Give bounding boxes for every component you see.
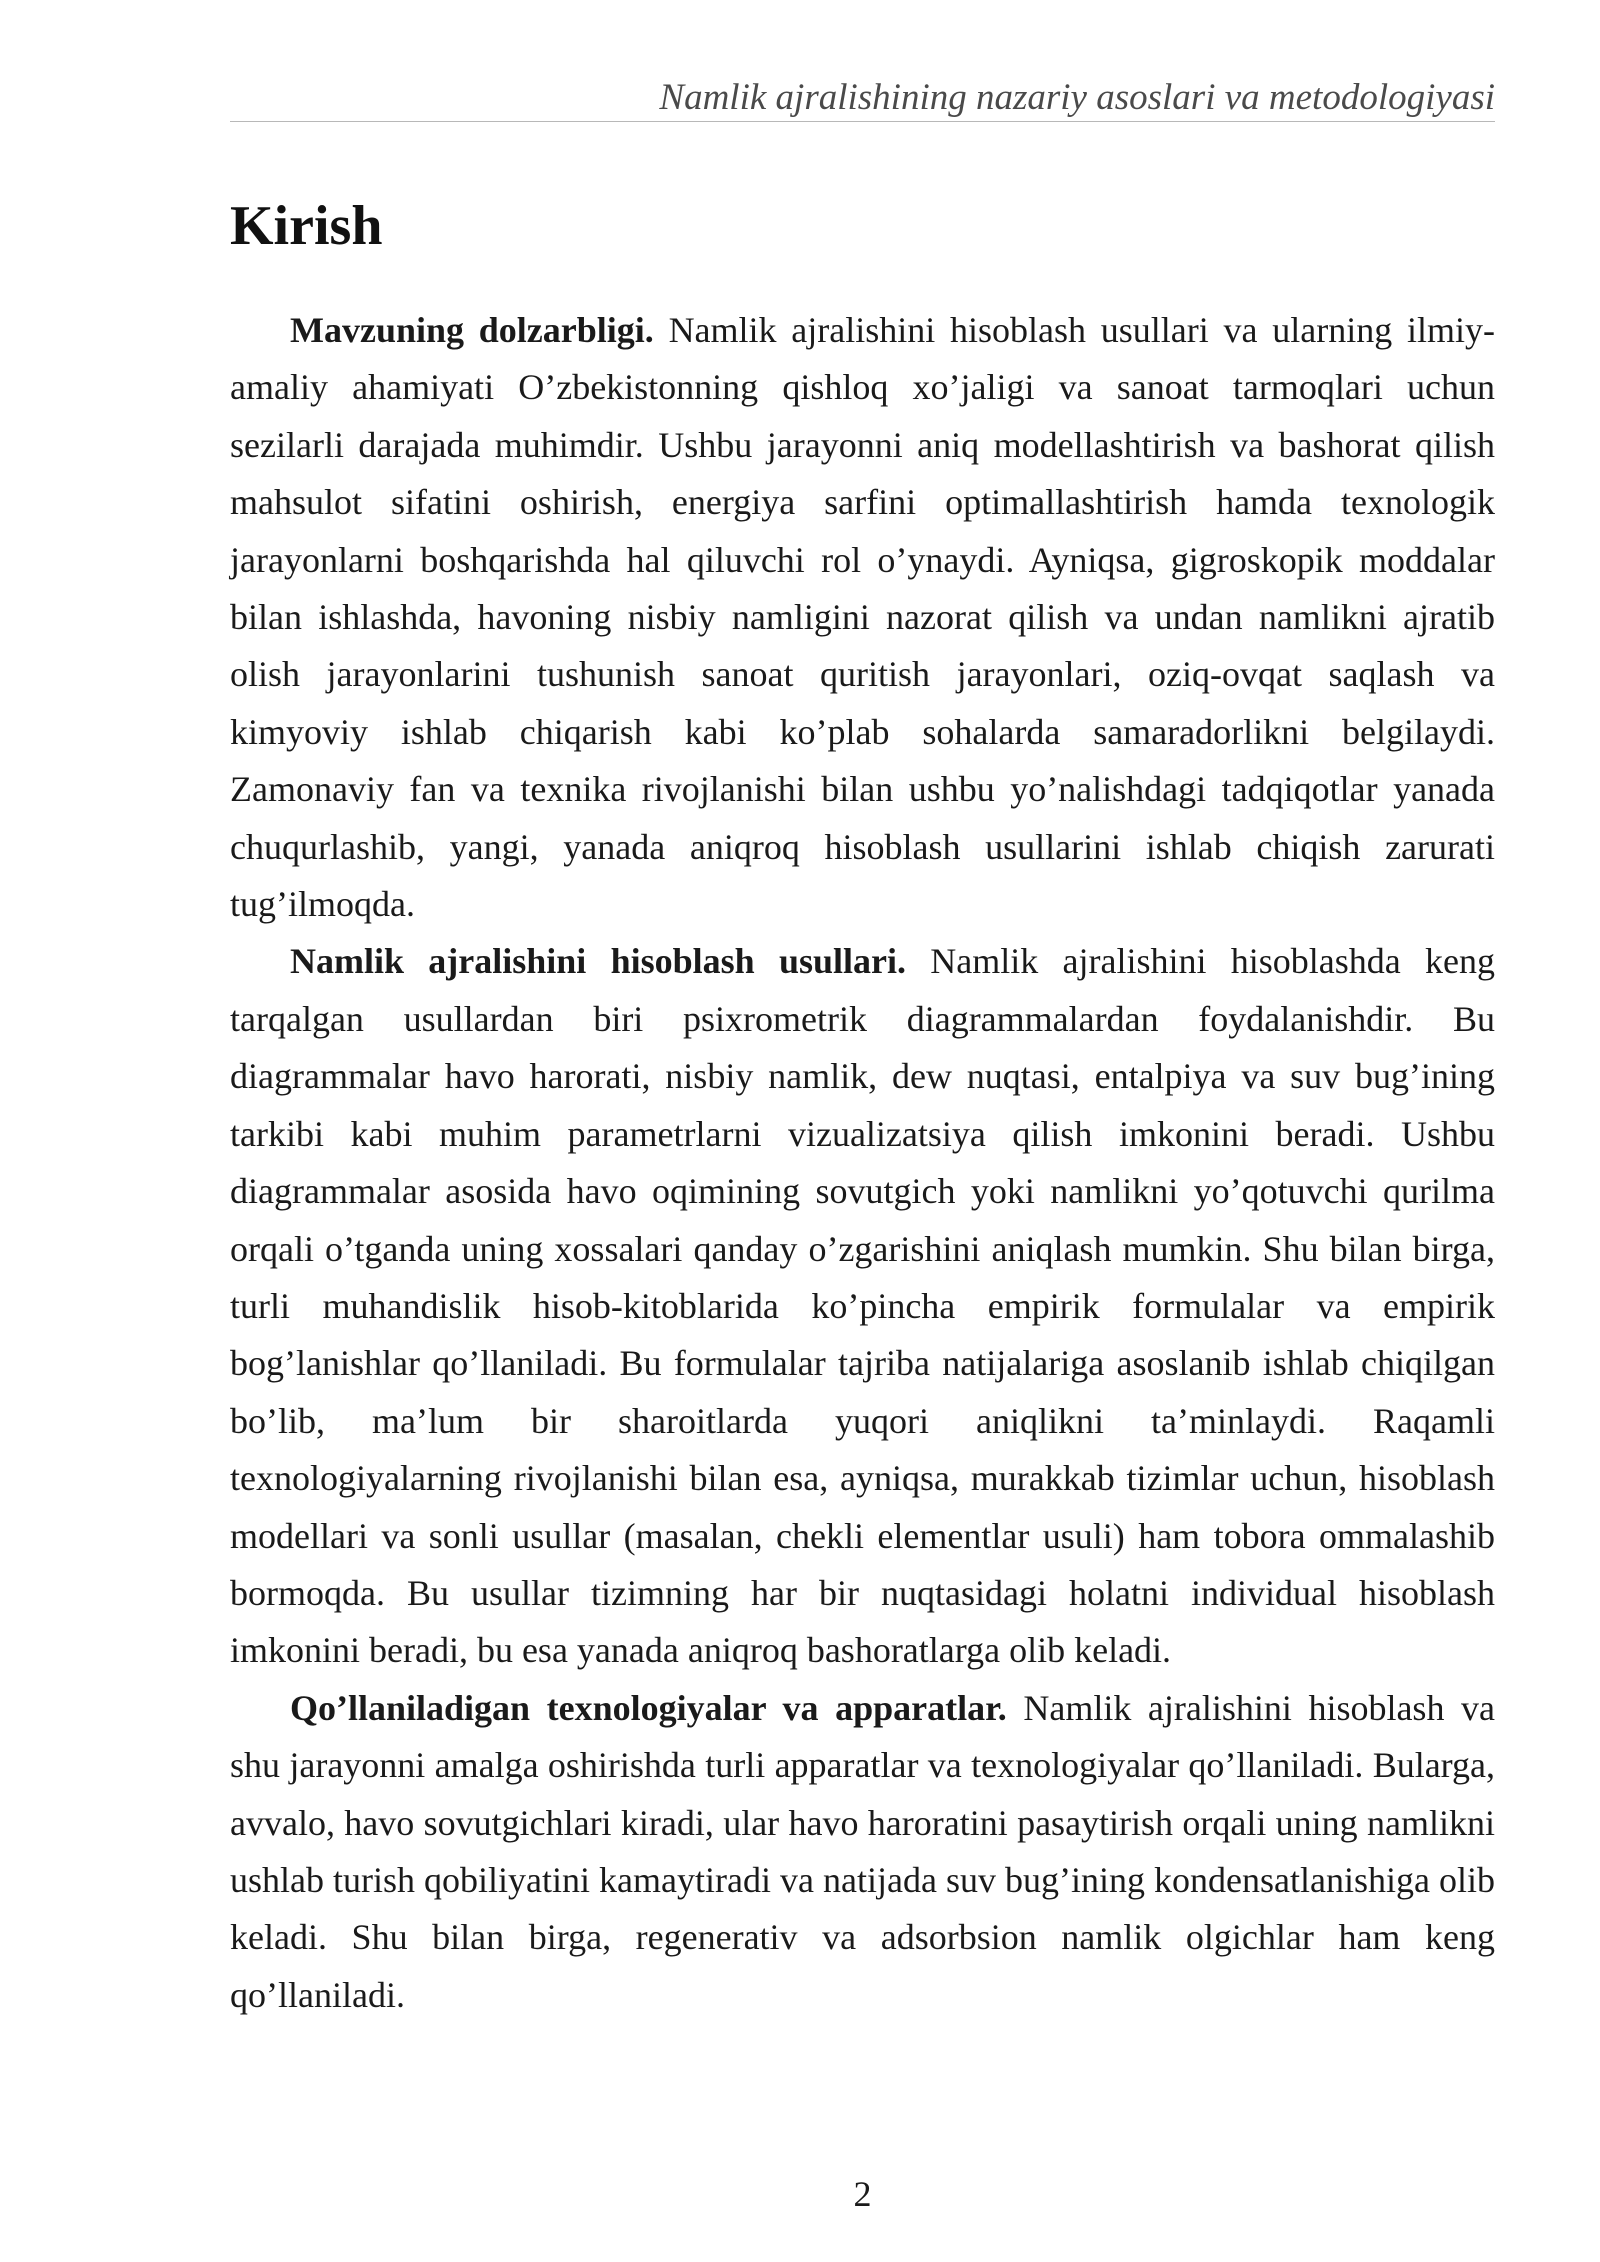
running-header: Namlik ajralishining nazariy asoslari va metodologiyasi [659,77,1495,118]
document-page [230,0,1495,2262]
paragraph-relevance [230,302,1495,933]
paragraph-calculation-methods [230,933,1495,1679]
paragraph-body: Namlik ajralishini hisoblashda keng tarqalgan usullardan biri psixrometrik diagrammalardan foydalanishdir. Bu diagrammalar havo harorati, nisbiy namlik, dew nuqtasi, entalpiya va suv bug’ining tarkibi kabi muhim parametrlarni vizualizatsiya qilish imkonini beradi. Ushbu diagrammalar asosida havo oqimining sovutgich yoki namlikni yo’qotuvchi qurilma orqali o’tganda uning xossalari qanday o’zgarishini aniqlash mumkin. Shu bilan birga, turli muhandislik hisob-kitoblarida ko’pincha empirik formulalar va empirik bog’lanishlar qo’llaniladi. Bu formulalar tajriba natijalariga asoslanib ishlab chiqilgan bo’lib, ma’lum bir sharoitlarda yuqori aniqlikni ta’minlaydi. Raqamli texnologiyalarning rivojlanishi bilan esa, ayniqsa, murakkab tizimlar uchun, hisoblash modellari va sonli usullar (masalan, chekli elementlar usuli) ham tobora ommalashib bormoqda. Bu usullar tizimning har bir nuqtasidagi holatni individual hisoblash imkonini beradi, bu esa yanada aniqroq bashoratlarga olib keladi. [230,941,1496,1671]
paragraph-lead: Qo’llaniladigan texnologiyalar va apparatlar. [290,1687,1007,1728]
paragraph-lead: Namlik ajralishini hisoblash usullari. [290,941,906,982]
paragraph-lead: Mavzuning dolzarbligi. [290,310,654,350]
paragraph-body: Namlik ajralishini hisoblash usullari va ularning ilmiy-amaliy ahamiyati O’zbekistonning qishloq xo’jaligi va sanoat tarmoqlari uchun sezilarli darajada muhimdir. Ushbu jarayonni aniq modellashtirish va bashorat qilish mahsulot sifatini oshirish, energiya sarfini optimallashtirish hamda texnologik jarayonlarni boshqarishda hal qiluvchi rol o’ynaydi. Ayniqsa, gigroskopik moddalar bilan ishlashda, havoning nisbiy namligini nazorat qilish va undan namlikni ajratib olish jarayonlarini tushunish sanoat quritish jarayonlari, oziq-ovqat saqlash va kimyoviy ishlab chiqarish kabi ko’plab sohalarda samaradorlikni belgilaydi. Zamonaviy fan va texnika rivojlanishi bilan ushbu yo’nalishdagi tadqiqotlar yanada chuqurlashib, yangi, yanada aniqroq hisoblash usullarini ishlab chiqish zarurati tug’ilmoqda. [230,310,1495,925]
paragraph-body: Namlik ajralishini hisoblash va shu jarayonni amalga oshirishda turli apparatlar va texnologiyalar qo’llaniladi. Bularga, avvalo, havo sovutgichlari kiradi, ular havo haroratini pasaytirish orqali uning namlikni ushlab turish qobiliyatini kamaytiradi va natijada suv bug’ining kondensatlanishiga olib keladi. Shu bilan birga, regenerativ va adsorbsion namlik olgichlar ham keng qo’llaniladi. [230,1687,1495,2015]
body-text [230,302,1495,2024]
paragraph-technologies [230,1680,1495,2024]
header-divider [230,121,1495,122]
page-number: 2 [853,2174,872,2214]
chapter-title: Kirish [230,195,383,257]
